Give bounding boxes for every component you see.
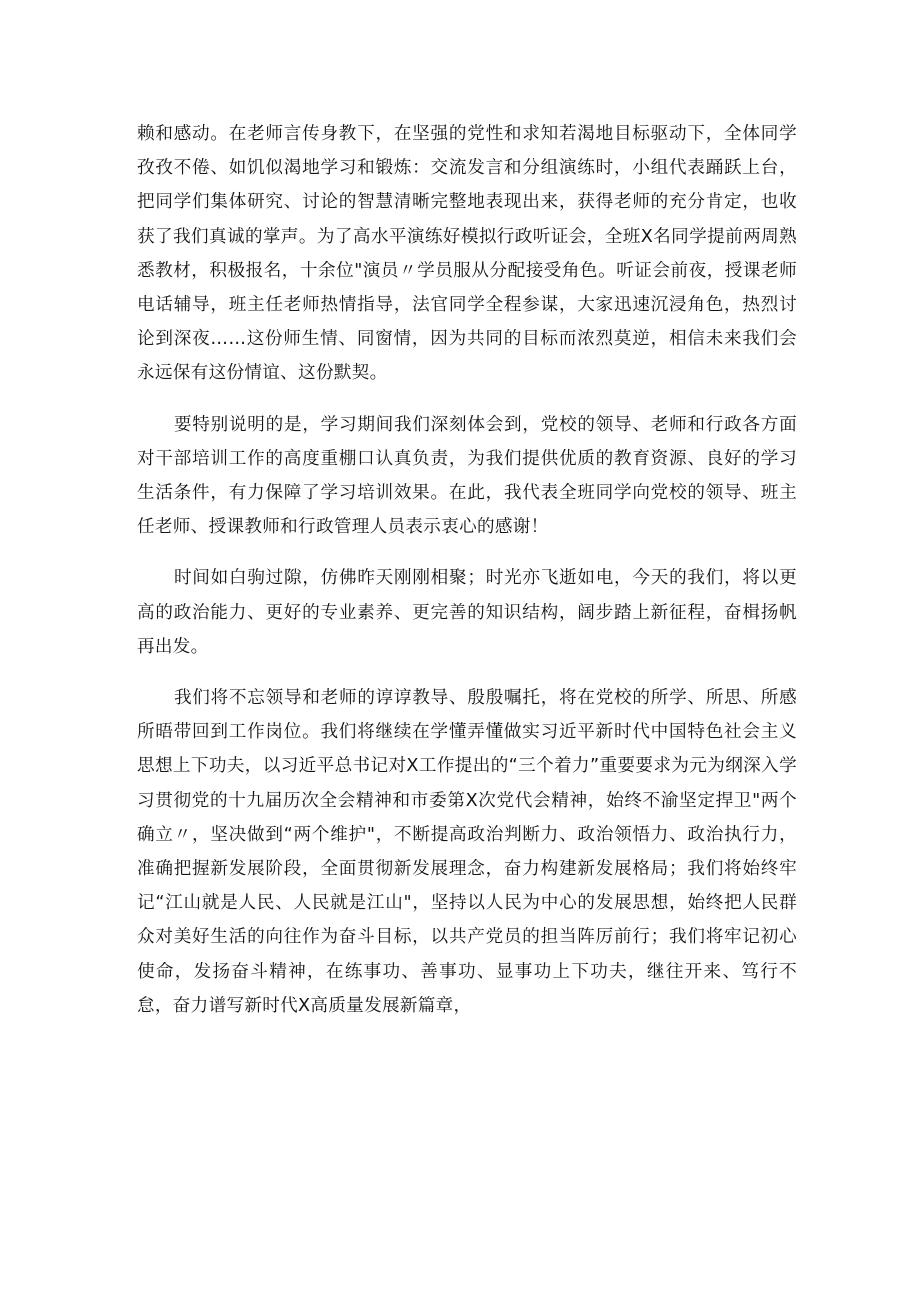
document-body — [137, 117, 797, 1023]
paragraph-4: 我们将不忘领导和老师的谆谆教导、殷殷嘱托，将在党校的所学、所思、所感所晤带回到工作岗位。我们将继续在学懂弄懂做实习近平新时代中国特色社会主义思想上下功夫，以习近平总书记对X工作提出的“三个着力”重要要求为元为纲深入学习贯彻党的十九届历次全会精神和市委第X次党代会精神，始终不渝坚定捍卫"两个确立〃，坚决做到“两个维护"，不断提高政治判断力、政治领悟力、政治执行力，准确把握新发展阶段，全面贯彻新发展理念，奋力构建新发展格局；我们将始终牢记“江山就是人民、人民就是江山"，坚持以人民为中心的发展思想，始终把人民群众对美好生活的向往作为奋斗目标，以共产党员的担当阵厉前行；我们将牢记初心使命，发扬奋斗精神，在练事功、善事功、显事功上下功夫，继往开来、笃行不怠，奋力谱写新时代X高质量发展新篇章， — [137, 688, 797, 1016]
paragraph-2: 要特别说明的是，学习期间我们深刻体会到，党校的领导、老师和行政各方面对干部培训工作的高度重棚口认真负责，为我们提供优质的教育资源、良好的学习生活条件，有力保障了学习培训效果。在此，我代表全班同学向党校的领导、班主任老师、授课教师和行政管理人员表示衷心的感谢！ — [137, 414, 797, 538]
paragraph-3: 时间如白驹过隙，仿佛昨天刚刚相聚；时光亦飞逝如电，今天的我们，将以更高的政治能力、更好的专业素养、更完善的知识结构，阔步踏上新征程，奋楫扬帆再出发。 — [137, 568, 797, 657]
paragraph-1: 赖和感动。在老师言传身教下，在坚强的党性和求知若渴地目标驱动下，全体同学孜孜不倦、如饥似渴地学习和锻炼：交流发言和分组演练时，小组代表踊跃上台，把同学们集体研究、讨论的智慧清晰完整地表现出来，获得老师的充分肯定，也收获了我们真诚的掌声。为了高水平演练好模拟行政听证会，全班X名同学提前两周熟悉教材，积极报名，十余位"演员〃学员服从分配接受角色。听证会前夜，授课老师电话辅导，班主任老师热情指导，法官同学全程参谋，大家迅速沉浸角色，热烈讨论到深夜……这份师生情、同窗情，因为共同的目标而浓烈莫逆，相信未来我们会永远保有这份情谊、这份默契。 — [137, 124, 797, 384]
